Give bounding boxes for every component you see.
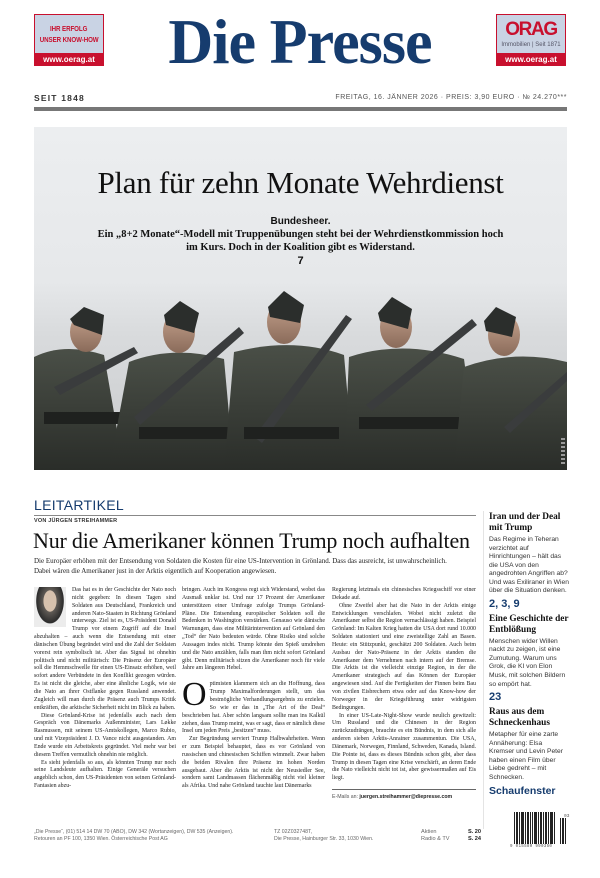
orag-subtitle: Immobilien | Seit 1871 [501, 42, 561, 48]
index-page: S. 20 [467, 829, 481, 835]
teaser-text: Menschen wider Willen nackt zu zeigen, ist eine Zumutung. Warum uns Grok, die KI von Elon Musk, mit solchen Bildern so empört hat. [489, 637, 566, 688]
rail-divider [483, 511, 484, 829]
teaser-headline: Raus aus dem Schneckenhaus [489, 707, 550, 729]
teaser-page-ref: 23 [489, 691, 502, 704]
paragraph: Es sieht jedenfalls so aus, als könnten Trump nur noch seine Landsleute aufhalten. Einige Generäle versuchen angeblich schon, den US-Präsidenten von seinen Grönland-Fantasien abzu- [34, 759, 176, 790]
editorial-deck: Die Europäer erhöhen mit der Entsendung von Soldaten die Kosten für eine US-Intervention in Grönland. Dass das ausreicht, ist unwahrscheinlich. Dabei wären die Amerikaner just in der Arktis eigentlich auf Kooperation angewiesen. [34, 557, 447, 575]
index-page: S. 24 [467, 836, 481, 843]
hero-deck: Ein „8+2 Monate“-Modell mit Truppenübungen steht bei der Wehrdienstkommission hoch im Kurs. Doch in der Koalition gibt es Widerstand. [97, 229, 504, 253]
editorial-headline[interactable]: Nur die Amerikaner können Trump noch aufhalten [33, 528, 470, 553]
since-label: SEIT 1848 [34, 93, 85, 103]
teaser-iran[interactable] [489, 512, 569, 610]
ad-line-2: UNSER KNOW-HOW [39, 35, 99, 44]
hero-page-ref: 7 [297, 255, 304, 267]
teaser-headline: Eine Geschichte der Entblößung [489, 613, 569, 635]
hero-story[interactable] [34, 127, 567, 470]
editorial-column-3 [332, 587, 476, 802]
date-price-issue: FREITAG, 16. JÄNNER 2026 · PREIS: 3,90 EURO · № 24.270*** [335, 94, 567, 101]
section-rule [34, 515, 476, 516]
byline: VON JÜRGEN STREIHAMMER [34, 518, 118, 524]
ad-url: www.oerag.at [497, 53, 565, 66]
teaser-headline: Iran und der Deal mit Trump [489, 512, 561, 533]
ad-url: www.oerag.at [35, 53, 103, 66]
barcode-digits: 9 015580 990350 [510, 845, 553, 849]
email-label: E-Mails an: [332, 794, 358, 801]
hero-kicker: Bundesheer. [270, 216, 331, 227]
paragraph: bringen. Auch im Kongress regt sich Widerstand, wobei das Ausmaß unklar ist. Und nur 17 Prozent der Amerikaner unterstützen einer Umfrage zufolge Trumps Grönland-Pläne. Die Entsendung europäischer Soldaten soll die Bedenken in Washington verstärken. Genauso wie dänische Warnungen, dass eine Militärintervention auf Grönland den „Tod“ der Nato bedeuten würde. Ohne Risiko sind solche Aussagen indes nicht. Trump könnte den Spieß umdrehen und die Nato anzählen, falls man ihm nicht sofort Grönland gibt. Denn militärisch sitzen die Amerikaner noch für viele Jahre am längeren Hebel. [182, 587, 325, 672]
index-row[interactable] [421, 829, 481, 836]
index-row[interactable] [421, 836, 481, 843]
author-email [332, 794, 476, 802]
paragraph: Das hat es in der Geschichte der Nato noch nicht gegeben: In diesen Tagen sind Soldaten aus Deutschland, Frankreich und anderen Nato-Staaten in Richtung Grönland unterwegs. Ziel ist es, US-Präsident Donald Trump vor einem Zugriff auf die Insel abzuhalten – auch wenn die Entsendung mit einer dänischen Übung begründet wird und die Zahl der Soldaten vorerst rein symbolisch ist. Aber das Signal ist ohnehin politisch und nicht militärisch: Die Präsenz der Europäer soll die Hemmschwelle für einen US-Einsatz erhöhen, weil sofort andere Verbündete in den Konflikt gezogen würden. Es ist nicht die gleiche, aber eine ähnliche Logik, wie sie die Nato an ihrer Ostflanke gegen Russland anwendet. Zugleich will man durch die Präsenz auch Trumps Kritik entkräften, die arktische Sicherheit nicht im Blick zu haben. [34, 587, 176, 711]
teaser-page-ref: 2, 3, 9 [489, 597, 520, 610]
footer-index [421, 829, 481, 844]
editorial-column-2 [182, 587, 325, 791]
orag-logo: ORAG [505, 19, 557, 40]
teaser-section-ref: Schaufenster [489, 785, 556, 798]
dateline [34, 93, 567, 107]
imprint-line: „Die Presse“, (01) 514 14 DW 70 (ABO), DW 342 (Wortanzeigen), DW 535 (Anzeigen). [34, 829, 234, 835]
teaser-entbloessung[interactable] [489, 614, 569, 703]
right-rail-teasers [489, 512, 569, 797]
ad-line-1: IHR ERFOLG [50, 24, 88, 33]
footer-imprint [34, 829, 264, 844]
address-line: Die Presse, Hainburger Str. 33, 1030 Wien. [274, 836, 374, 843]
paragraph: ptimisten klammern sich an die Hoffnung, dass Trump Maximalforderungen stellt, um das bestmögliche Verhandlungsergebnis zu erzielen. So wie er das in „The Art of the Deal“ beschrieben hat. Aber schön langsam sollte man ins Kalkül ziehen, dass Trump meint, was er sagt, dass er nämlich diese Insel um jeden Preis „besitzen“ muss. [182, 681, 325, 735]
teaser-text: Das Regime in Teheran verzichtet auf Hinrichtungen – hält das die USA von den angedrohten Angriffen ab? Und was Exiliraner in Wien über die Situation denken. [489, 536, 569, 595]
paragraph: Regierung letztmals ein chinesisches Kriegsschiff vor einer Dekade auf. [332, 587, 476, 601]
teaser-text: Metapher für eine zarte Annäherung: Elsa Kremser und Levin Peter haben einen Film über Liebe gedreht – mit Schnecken. [489, 731, 563, 781]
email-rule [332, 789, 476, 790]
email-link[interactable]: juergen.streihammer@diepresse.com [359, 794, 453, 801]
index-label: Radio & TV [421, 836, 450, 843]
paragraph: In einer US-Late-Night-Show wurde neulich gewitzelt: Um Russland und die Chinesen in der Region zurückzudrängen, brauchte es ein Bündnis, in dem sich alle anderen sieben Arktis-Anrainer zusammentun. Die USA, Dänemark, Norwegen, Finnland, Schweden, Kanada, Island. Die Pointe ist, dass es dieses Bündnis schon gibt, aber dass Trump in diesen Tagen eine Krise verschärft, an deren Ende die Nato vielleicht nicht tot ist, aber gewissermaßen auf Eis liegt. [332, 712, 476, 782]
author-avatar [34, 587, 66, 627]
section-label-leitartikel: LEITARTIKEL [34, 497, 124, 513]
address-line: TZ 02Z032748T, [274, 829, 313, 835]
editorial-column-1 [34, 587, 176, 791]
paragraph: Zur Begründung serviert Trump Halbwahrheiten. Wenn er zum Beispiel behauptet, dass es vor Grönland von russischen und chinesischen Schiffen wimmelt. Zwar haben die beiden Rivalen ihre Präsenz im hohen Norden ausgebaut. Aber die Arktis ist nicht der Neusiedler See, sondern samt Landmassen flächenmäßig nicht viel kleiner als Afrika. Und nahe Grönland tauchte laut Dänemarks [182, 736, 325, 790]
photo-credit [561, 438, 565, 466]
ad-oerag-left[interactable] [34, 14, 104, 66]
ad-orag-right[interactable] [496, 14, 566, 66]
teaser-schneckenhaus[interactable] [489, 707, 569, 797]
index-label: Aktien [421, 829, 437, 835]
footer-address [274, 829, 424, 844]
masthead-logo: Die Presse [168, 6, 432, 77]
barcode-issue: 03 [564, 814, 570, 819]
masthead-rule [34, 107, 567, 111]
paragraph: Ohne Zweifel aber hat die Nato in der Arktis einige Entwicklungen verschlafen. Wobei nicht zuletzt die Amerikaner selbst die Region vernachlässigt haben. Beispiel Grönland: Im Kalten Krieg hatten die USA dort rund 10.000 Soldaten stationiert und eine zweistellige Zahl an Basen. Heute: ein Stützpunkt, geschätzt 200 Soldaten. Auch beim Ausbau der Nato-Präsenz in der Arktis standen die Amerikaner dem Vernehmen nach intern auf der Bremse. Die Arktis ist die vielleicht einzige Region, in der die Amerikaner strategisch auf das Können der Europäer angewiesen sind. Auf die Fertigkeiten der Finnen beim Bau von zivilen Eisbrechern etwa oder auf das Know-how der Norweger in der Kriegsführung unter widrigsten Bedingungen. [332, 602, 476, 711]
hero-headline: Plan für zehn Monate Wehrdienst [97, 165, 504, 200]
paragraph: Diese Grönland-Krise ist jedenfalls auch nach dem Gespräch von Dänemarks Außenminister, Lars Løkke Rasmussen, mit seinem US-Amtskollegen, Marco Rubio, und mit Vizepräsident J. D. Vance nicht ausgestanden. Am Ende wurde ein Arbeitskreis gegründet. Viel mehr war bei diesem Treffen vermutlich ohnehin nie möglich. [34, 712, 176, 758]
dropcap: O [182, 676, 207, 714]
imprint-line: Retouren an PF 100, 1350 Wien. Österreichische Post AG [34, 836, 168, 843]
soldiers-photo [34, 277, 567, 470]
